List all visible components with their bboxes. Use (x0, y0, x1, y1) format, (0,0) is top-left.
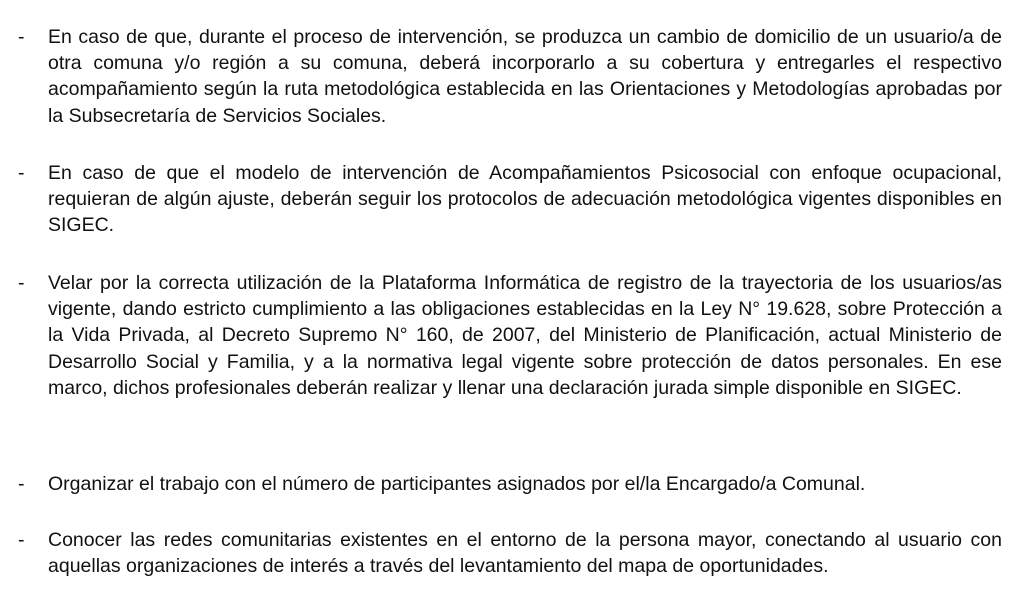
bullet-dash: - (18, 272, 25, 294)
list-item-text: Conocer las redes comunitarias existentes en el entorno de la persona mayor, conectando al usuario con aquellas organizaciones de interés a través del levantamiento del mapa de oportunidades. (48, 529, 1002, 578)
list-item-text: En caso de que el modelo de intervención de Acompañamientos Psicosocial con enfoque ocupacional, requieran de algún ajuste, deberán seguir los protocolos de adecuación metodológica vigentes disponibles en SIGEC. (48, 162, 1002, 237)
bullet-dash: - (18, 162, 25, 184)
bullet-dash: - (18, 26, 25, 48)
list-item-text: En caso de que, durante el proceso de intervención, se produzca un cambio de domicilio de un usuario/a de otra comuna y/o región a su comuna, deberá incorporarlo a su cobertura y entregarles el respectivo acompañamiento según la ruta metodológica establecida en las Orientaciones y Metodologías aprobadas por la Subsecretaría de Servicios Sociales. (48, 26, 1002, 127)
list-item-text: Organizar el trabajo con el número de participantes asignados por el/la Encargado/a Comunal. (48, 473, 866, 495)
bullet-dash: - (18, 529, 25, 551)
bullet-dash: - (18, 473, 25, 495)
list-item-text: Velar por la correcta utilización de la Plataforma Informática de registro de la trayectoria de los usuarios/as vigente, dando estricto cumplimiento a las obligaciones establecidas en la Ley N° 19.628, sobre Protección a la Vida Privada, al Decreto Supremo N° 160, de 2007, del Ministerio de Planificación, actual Ministerio de Desarrollo Social y Familia, y a la normativa legal vigente sobre protección de datos personales. En ese marco, dichos profesionales deberán realizar y llenar una declaración jurada simple disponible en SIGEC. (48, 272, 1002, 399)
